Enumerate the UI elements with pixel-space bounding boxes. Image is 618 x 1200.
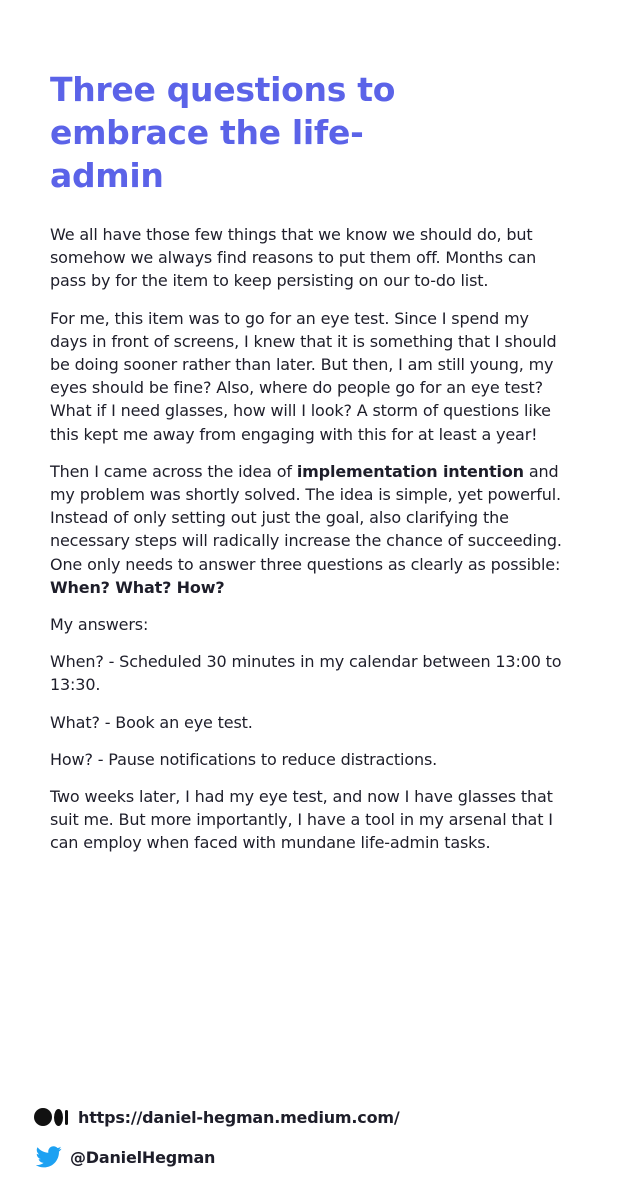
- medium-url-link[interactable]: https://daniel-hegman.medium.com/: [78, 1107, 400, 1127]
- implementation-intention-bold: implementation intention: [296, 461, 524, 481]
- paragraph-conclusion: Two weeks later, I had my eye test, and now I have glasses that suit me. But more importantly, I have a tool in my arsenal that I can employ when faced with mundane life-admin tasks.: [50, 787, 553, 853]
- paragraph-intro: We all have those few things that we know we should do, but somehow we always find reasons to put them off. Months can pass by for the item to keep persisting on our to-do list.: [50, 225, 537, 291]
- article: [50, 68, 570, 869]
- paragraph-how-answer: How? - Pause notifications to reduce distractions.: [50, 749, 438, 769]
- medium-link-row[interactable]: [34, 1104, 594, 1130]
- twitter-handle-link[interactable]: @DanielHegman: [70, 1147, 216, 1167]
- paragraph-my-answers: My answers:: [50, 615, 149, 635]
- twitter-link-row[interactable]: [34, 1144, 594, 1170]
- footer: [34, 1104, 594, 1184]
- medium-logo-icon: [34, 1108, 70, 1126]
- twitter-bird-icon: [36, 1146, 62, 1168]
- p3-text-middle: and my problem was shortly solved. The idea is simple, yet powerful. Instead of only setting out just the goal, also clarifying the necessary steps will radically increase the chance of succeeding. One only needs to answer three questions as clearly as possible:: [50, 461, 562, 574]
- paragraph-when-answer: When? - Scheduled 30 minutes in my calendar between 13:00 to 13:30.: [50, 652, 562, 695]
- p3-text-start: Then I came across the idea of: [50, 461, 297, 481]
- article-title: Three questions to embrace the life-admin: [50, 70, 396, 195]
- paragraph-what-answer: What? - Book an eye test.: [50, 712, 253, 732]
- paragraph-eye-test: For me, this item was to go for an eye test. Since I spend my days in front of screens, I knew that it is something that I should be doing sooner rather than later. But then, I am still young, my eyes should be fine? Also, where do people go for an eye test? What if I need glasses, how will I look? A storm of questions like this kept me away from engaging with this for at least a year!: [50, 308, 557, 444]
- paragraph-implementation-intention: [50, 460, 570, 599]
- questions-bold: When? What? How?: [50, 577, 225, 597]
